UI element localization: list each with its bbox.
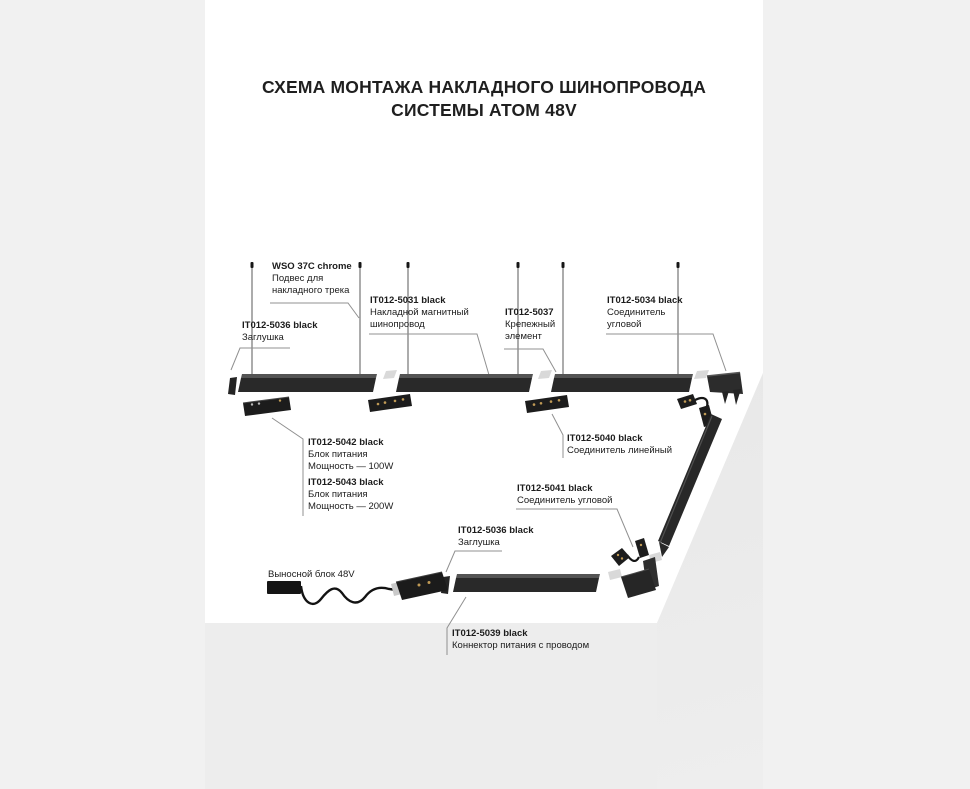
label-line: IT012-5043 black: [308, 477, 384, 488]
linear-connector-part: [525, 395, 569, 413]
label-end-cap-bottom: [458, 525, 534, 549]
leader-corner-5034: [606, 334, 726, 371]
leader-end-cap-top: [231, 348, 290, 370]
label-line: Коннектор питания с проводом: [452, 640, 590, 651]
label-line: WSO 37C chrome: [272, 261, 352, 272]
label-line: Крепежный: [505, 319, 556, 330]
label-line: IT012-5039 black: [452, 628, 528, 639]
label-line: IT012-5041 black: [517, 483, 593, 494]
leader-end-cap-bottom: [446, 551, 502, 572]
label-linear-5040: [567, 433, 672, 457]
label-line: Соединитель линейный: [567, 445, 673, 456]
label-remote-block-48v: [268, 569, 355, 581]
label-mounting-5037: [505, 307, 555, 343]
label-line: накладного трека: [272, 285, 350, 296]
label-line: элемент: [505, 331, 542, 342]
label-psu-200w-5043: [308, 477, 393, 513]
label-line: Выносной блок 48V: [268, 569, 355, 580]
leader-track: [369, 334, 489, 375]
corner-connector-part: [621, 557, 659, 598]
label-line: Соединитель: [607, 307, 666, 318]
label-line: IT012-5042 black: [308, 437, 384, 448]
track-segment: [396, 374, 533, 392]
label-line: Заглушка: [458, 537, 500, 548]
label-line: Накладной магнитный: [370, 307, 469, 318]
mounting-clip: [538, 370, 552, 379]
label-line: IT012-5034 black: [607, 295, 683, 306]
label-line: Подвес для: [272, 273, 324, 284]
label-line: Блок питания: [308, 449, 368, 460]
leader-mounting-element: [504, 349, 556, 372]
mounting-clip: [383, 370, 397, 379]
label-line: угловой: [607, 319, 642, 330]
label-track-5031: [370, 295, 469, 331]
label-line: Соединитель угловой: [517, 495, 613, 506]
label-suspension-wso37c: [272, 261, 352, 297]
mounting-clip: [608, 569, 622, 580]
label-line: IT012-5036 black: [458, 525, 534, 536]
title-line-2: СИСТЕМЫ АТОМ 48V: [391, 100, 577, 120]
label-line: Мощность — 100W: [308, 461, 394, 472]
power-cable: [301, 586, 396, 604]
leader-linear-5040: [552, 414, 563, 458]
label-line: IT012-5040 black: [567, 433, 643, 444]
label-psu-100w-5042: [308, 437, 393, 473]
track-segment: [551, 374, 693, 392]
track-segment: [453, 574, 600, 592]
label-end-cap-top: [242, 320, 318, 344]
label-line: IT012-5036 black: [242, 320, 318, 331]
label-corner-5034: [607, 295, 683, 331]
label-line: Блок питания: [308, 489, 368, 500]
leader-lines: [231, 303, 726, 655]
title-line-1: СХЕМА МОНТАЖА НАКЛАДНОГО ШИНОПРОВОДА: [261, 77, 707, 97]
label-line: Мощность — 200W: [308, 501, 394, 512]
label-corner-5041: [517, 483, 612, 507]
end-cap: [228, 377, 237, 395]
label-line: шинопровод: [370, 319, 425, 330]
mounting-clip: [694, 370, 709, 379]
leader-psu: [272, 418, 303, 516]
page-title: [205, 76, 763, 122]
label-line: Заглушка: [242, 332, 284, 343]
label-line: IT012-5037: [505, 307, 554, 318]
corner-connector-part: [707, 372, 743, 405]
label-line: IT012-5031 black: [370, 295, 446, 306]
remote-block-part: [267, 581, 301, 594]
track-segment: [238, 374, 377, 392]
label-power-connector-5039: [452, 628, 589, 652]
corner-assembly-bottom: [608, 538, 662, 598]
power-connector-part: [396, 572, 448, 600]
power-supply-box: [243, 397, 291, 416]
linear-connector-part: [368, 394, 412, 412]
leader-suspension: [270, 303, 359, 318]
track-row-top: [228, 370, 743, 405]
track-row-bottom: [441, 574, 600, 594]
